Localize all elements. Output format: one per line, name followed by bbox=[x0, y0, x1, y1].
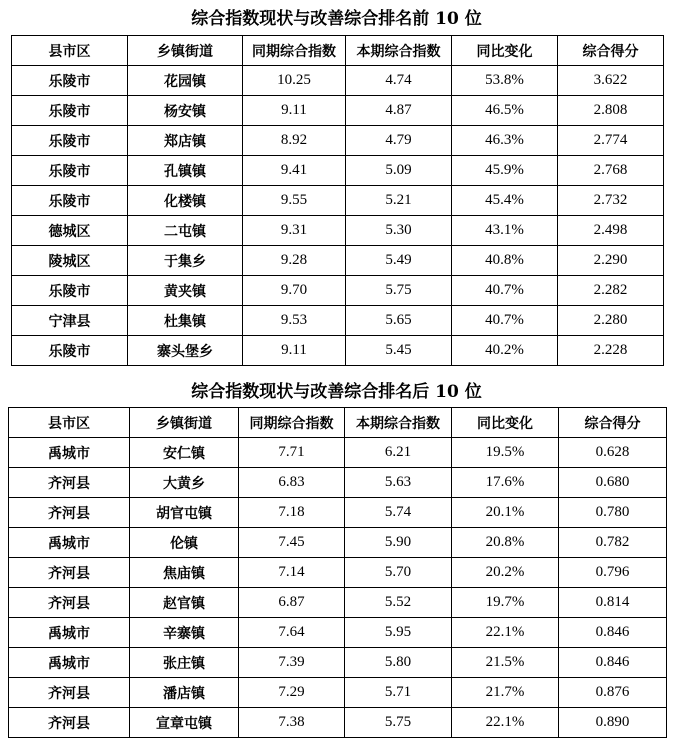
header-prev-index: 同期综合指数 bbox=[239, 408, 345, 438]
cell-score: 0.796 bbox=[559, 558, 667, 588]
cell-yoy-change: 40.2% bbox=[452, 336, 558, 366]
cell-town: 宣章屯镇 bbox=[130, 708, 239, 738]
cell-curr-index: 4.74 bbox=[346, 66, 452, 96]
table-row bbox=[12, 216, 664, 246]
cell-curr-index: 5.49 bbox=[346, 246, 452, 276]
table-row bbox=[12, 66, 664, 96]
cell-prev-index: 7.64 bbox=[239, 618, 345, 648]
cell-curr-index: 5.65 bbox=[346, 306, 452, 336]
cell-score: 0.628 bbox=[559, 438, 667, 468]
cell-curr-index: 5.45 bbox=[346, 336, 452, 366]
cell-county: 禹城市 bbox=[9, 438, 130, 468]
cell-curr-index: 5.52 bbox=[345, 588, 452, 618]
table-row bbox=[9, 468, 667, 498]
cell-town: 二屯镇 bbox=[128, 216, 243, 246]
cell-score: 0.680 bbox=[559, 468, 667, 498]
cell-prev-index: 7.71 bbox=[239, 438, 345, 468]
table-row bbox=[12, 186, 664, 216]
cell-score: 2.290 bbox=[558, 246, 664, 276]
cell-town: 潘店镇 bbox=[130, 678, 239, 708]
cell-score: 2.768 bbox=[558, 156, 664, 186]
cell-town: 于集乡 bbox=[128, 246, 243, 276]
cell-yoy-change: 22.1% bbox=[452, 618, 559, 648]
cell-score: 0.782 bbox=[559, 528, 667, 558]
table-row bbox=[12, 156, 664, 186]
table-row bbox=[12, 246, 664, 276]
cell-curr-index: 5.74 bbox=[345, 498, 452, 528]
cell-prev-index: 7.29 bbox=[239, 678, 345, 708]
cell-curr-index: 4.87 bbox=[346, 96, 452, 126]
cell-town: 寨头堡乡 bbox=[128, 336, 243, 366]
cell-county: 禹城市 bbox=[9, 618, 130, 648]
cell-prev-index: 9.70 bbox=[243, 276, 346, 306]
cell-curr-index: 5.30 bbox=[346, 216, 452, 246]
cell-yoy-change: 53.8% bbox=[452, 66, 558, 96]
cell-county: 乐陵市 bbox=[12, 96, 128, 126]
top-table-body bbox=[12, 66, 664, 366]
cell-county: 乐陵市 bbox=[12, 336, 128, 366]
cell-curr-index: 5.75 bbox=[345, 708, 452, 738]
cell-score: 0.876 bbox=[559, 678, 667, 708]
table-row bbox=[9, 648, 667, 678]
cell-town: 郑店镇 bbox=[128, 126, 243, 156]
cell-county: 乐陵市 bbox=[12, 156, 128, 186]
cell-prev-index: 9.53 bbox=[243, 306, 346, 336]
cell-score: 2.808 bbox=[558, 96, 664, 126]
table-header-row bbox=[12, 36, 664, 66]
cell-score: 2.280 bbox=[558, 306, 664, 336]
cell-yoy-change: 40.7% bbox=[452, 306, 558, 336]
cell-town: 胡官屯镇 bbox=[130, 498, 239, 528]
cell-yoy-change: 20.8% bbox=[452, 528, 559, 558]
cell-score: 3.622 bbox=[558, 66, 664, 96]
cell-prev-index: 9.11 bbox=[243, 336, 346, 366]
header-curr-index: 本期综合指数 bbox=[346, 36, 452, 66]
cell-yoy-change: 40.7% bbox=[452, 276, 558, 306]
cell-town: 伦镇 bbox=[130, 528, 239, 558]
cell-curr-index: 5.71 bbox=[345, 678, 452, 708]
cell-yoy-change: 20.1% bbox=[452, 498, 559, 528]
cell-score: 0.890 bbox=[559, 708, 667, 738]
cell-yoy-change: 22.1% bbox=[452, 708, 559, 738]
cell-town: 辛寨镇 bbox=[130, 618, 239, 648]
cell-score: 0.846 bbox=[559, 648, 667, 678]
header-curr-index: 本期综合指数 bbox=[345, 408, 452, 438]
cell-county: 陵城区 bbox=[12, 246, 128, 276]
cell-town: 孔镇镇 bbox=[128, 156, 243, 186]
cell-county: 齐河县 bbox=[9, 498, 130, 528]
cell-yoy-change: 19.5% bbox=[452, 438, 559, 468]
cell-score: 0.814 bbox=[559, 588, 667, 618]
cell-curr-index: 5.95 bbox=[345, 618, 452, 648]
cell-town: 化楼镇 bbox=[128, 186, 243, 216]
table-row bbox=[12, 336, 664, 366]
header-yoy-change: 同比变化 bbox=[452, 36, 558, 66]
table-row bbox=[9, 558, 667, 588]
cell-curr-index: 4.79 bbox=[346, 126, 452, 156]
cell-curr-index: 5.21 bbox=[346, 186, 452, 216]
table-row bbox=[12, 126, 664, 156]
cell-prev-index: 8.92 bbox=[243, 126, 346, 156]
header-town: 乡镇街道 bbox=[130, 408, 239, 438]
cell-town: 大黄乡 bbox=[130, 468, 239, 498]
cell-curr-index: 6.21 bbox=[345, 438, 452, 468]
header-county: 县市区 bbox=[9, 408, 130, 438]
cell-score: 2.282 bbox=[558, 276, 664, 306]
cell-town: 张庄镇 bbox=[130, 648, 239, 678]
cell-yoy-change: 19.7% bbox=[452, 588, 559, 618]
cell-curr-index: 5.09 bbox=[346, 156, 452, 186]
cell-prev-index: 9.11 bbox=[243, 96, 346, 126]
bottom-table-title: 综合指数现状与改善综合排名后 10 位 bbox=[191, 382, 482, 402]
top-ranking-table bbox=[11, 35, 664, 366]
bottom-ranking-table bbox=[8, 407, 667, 738]
cell-yoy-change: 43.1% bbox=[452, 216, 558, 246]
cell-town: 杨安镇 bbox=[128, 96, 243, 126]
cell-prev-index: 6.83 bbox=[239, 468, 345, 498]
table-row bbox=[9, 678, 667, 708]
cell-town: 杜集镇 bbox=[128, 306, 243, 336]
cell-county: 齐河县 bbox=[9, 678, 130, 708]
cell-county: 齐河县 bbox=[9, 558, 130, 588]
cell-prev-index: 10.25 bbox=[243, 66, 346, 96]
cell-county: 乐陵市 bbox=[12, 66, 128, 96]
cell-score: 0.780 bbox=[559, 498, 667, 528]
cell-prev-index: 6.87 bbox=[239, 588, 345, 618]
top-table-title: 综合指数现状与改善综合排名前 10 位 bbox=[191, 9, 482, 29]
bottom-table-body bbox=[9, 438, 667, 738]
header-county: 县市区 bbox=[12, 36, 128, 66]
cell-county: 禹城市 bbox=[9, 528, 130, 558]
cell-town: 焦庙镇 bbox=[130, 558, 239, 588]
table-row bbox=[9, 528, 667, 558]
cell-town: 赵官镇 bbox=[130, 588, 239, 618]
cell-score: 0.846 bbox=[559, 618, 667, 648]
cell-curr-index: 5.90 bbox=[345, 528, 452, 558]
table-row bbox=[9, 708, 667, 738]
cell-prev-index: 9.41 bbox=[243, 156, 346, 186]
cell-yoy-change: 17.6% bbox=[452, 468, 559, 498]
cell-prev-index: 7.18 bbox=[239, 498, 345, 528]
cell-town: 花园镇 bbox=[128, 66, 243, 96]
cell-yoy-change: 20.2% bbox=[452, 558, 559, 588]
cell-curr-index: 5.75 bbox=[346, 276, 452, 306]
table-row bbox=[12, 306, 664, 336]
header-prev-index: 同期综合指数 bbox=[243, 36, 346, 66]
cell-prev-index: 9.28 bbox=[243, 246, 346, 276]
cell-prev-index: 7.38 bbox=[239, 708, 345, 738]
table-row bbox=[9, 618, 667, 648]
cell-yoy-change: 40.8% bbox=[452, 246, 558, 276]
cell-yoy-change: 45.4% bbox=[452, 186, 558, 216]
header-yoy-change: 同比变化 bbox=[452, 408, 559, 438]
cell-county: 宁津县 bbox=[12, 306, 128, 336]
header-score: 综合得分 bbox=[558, 36, 664, 66]
cell-score: 2.228 bbox=[558, 336, 664, 366]
cell-county: 齐河县 bbox=[9, 588, 130, 618]
cell-score: 2.498 bbox=[558, 216, 664, 246]
cell-prev-index: 7.39 bbox=[239, 648, 345, 678]
cell-curr-index: 5.70 bbox=[345, 558, 452, 588]
cell-county: 齐河县 bbox=[9, 468, 130, 498]
cell-curr-index: 5.80 bbox=[345, 648, 452, 678]
cell-county: 乐陵市 bbox=[12, 276, 128, 306]
cell-yoy-change: 46.3% bbox=[452, 126, 558, 156]
cell-yoy-change: 21.7% bbox=[452, 678, 559, 708]
cell-score: 2.774 bbox=[558, 126, 664, 156]
cell-town: 黄夹镇 bbox=[128, 276, 243, 306]
cell-prev-index: 9.55 bbox=[243, 186, 346, 216]
cell-prev-index: 7.45 bbox=[239, 528, 345, 558]
cell-county: 乐陵市 bbox=[12, 126, 128, 156]
cell-county: 禹城市 bbox=[9, 648, 130, 678]
table-header-row bbox=[9, 408, 667, 438]
cell-curr-index: 5.63 bbox=[345, 468, 452, 498]
table-row bbox=[9, 588, 667, 618]
cell-yoy-change: 21.5% bbox=[452, 648, 559, 678]
header-town: 乡镇街道 bbox=[128, 36, 243, 66]
table-row bbox=[9, 438, 667, 468]
cell-town: 安仁镇 bbox=[130, 438, 239, 468]
table-row bbox=[9, 498, 667, 528]
cell-yoy-change: 46.5% bbox=[452, 96, 558, 126]
cell-county: 乐陵市 bbox=[12, 186, 128, 216]
cell-county: 齐河县 bbox=[9, 708, 130, 738]
cell-prev-index: 9.31 bbox=[243, 216, 346, 246]
cell-score: 2.732 bbox=[558, 186, 664, 216]
cell-prev-index: 7.14 bbox=[239, 558, 345, 588]
header-score: 综合得分 bbox=[559, 408, 667, 438]
table-row bbox=[12, 96, 664, 126]
table-row bbox=[12, 276, 664, 306]
cell-yoy-change: 45.9% bbox=[452, 156, 558, 186]
cell-county: 德城区 bbox=[12, 216, 128, 246]
